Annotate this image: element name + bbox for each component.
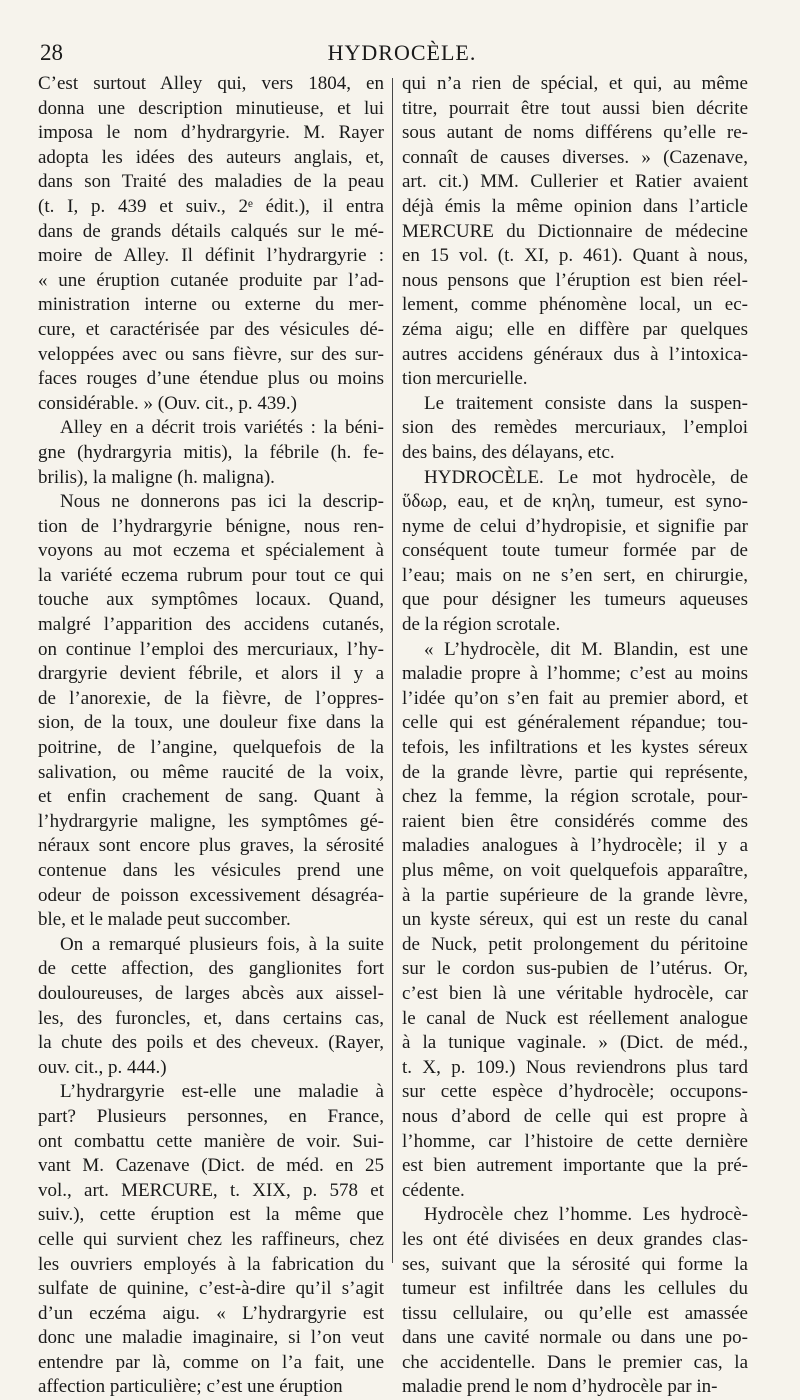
page-header	[40, 40, 764, 70]
text-line: maladie prend le nom d’hydrocèle par in-	[402, 1376, 718, 1398]
text-line: touche aux symptômes locaux. Quand,	[38, 589, 384, 611]
text-line: celle qui survient chez les raffineurs, chez	[38, 1228, 384, 1250]
text-line: brilis), la maligne (h. maligna).	[38, 466, 275, 488]
text-line: les ouvriers employés à la fabrication du	[38, 1253, 384, 1275]
text-line: « une éruption cutanée produite par l’ad-	[38, 269, 384, 291]
text-line: que pour désigner les tumeurs aqueuses	[402, 589, 748, 611]
text-line: qui n’a rien de spécial, et qui, au même	[402, 73, 748, 94]
text-line: donc une maladie imaginaire, si l’on veut	[38, 1327, 384, 1349]
text-line: c’est bien là une véritable hydrocèle, car	[402, 982, 748, 1004]
text-line: est bien autrement importante que la pré-	[402, 1155, 748, 1177]
text-line: t. X, p. 109.) Nous reviendrons plus tard	[402, 1056, 748, 1078]
text-line: cure, et caractérisée par des vésicules dé-	[38, 318, 384, 340]
text-line: le canal de Nuck est réellement analogue	[402, 1007, 748, 1029]
text-line: ministration interne ou externe du mer-	[38, 294, 384, 316]
text-line: considérable. » (Ouv. cit., p. 439.)	[38, 392, 297, 414]
text-line: les ont été divisées en deux grandes clas-	[402, 1228, 748, 1250]
text-line: sous autant de noms différens qu’elle re-	[402, 122, 748, 144]
text-line: de cette affection, des ganglionites fort	[38, 958, 384, 980]
text-line: conséquent toute tumeur formée par de	[402, 540, 748, 562]
text-line: odeur de poisson excessivement désagréa-	[38, 884, 384, 906]
text-line: raient bien être considérés comme des	[402, 810, 748, 832]
text-line: suiv.), cette éruption est la même que	[38, 1204, 384, 1226]
text-line: adopta les idées des auteurs anglais, et,	[38, 146, 384, 168]
text-line: l’idée qu’on s’en fait au premier abord, et	[402, 687, 748, 709]
text-line: moire de Alley. Il définit l’hydrargyrie :	[38, 245, 384, 267]
text-line: connaît de causes diverses. » (Cazenave,	[402, 146, 748, 168]
text-line: L’hydrargyrie est-elle une maladie à	[60, 1081, 384, 1103]
text-line: de la grande lèvre, partie qui représente,	[402, 761, 748, 783]
text-line: sur cette espèce d’hydrocèle; occupons-	[402, 1081, 748, 1103]
text-line: ses, suivant que la sérosité qui forme la	[402, 1253, 748, 1275]
text-line: autres accidens généraux dus à l’intoxica-	[402, 343, 748, 365]
text-line: MERCURE du Dictionnaire de médecine	[402, 220, 748, 242]
text-line: on continue l’emploi des mercuriaux, l’hy-	[38, 638, 384, 660]
text-line: les, des furoncles, et, dans certains cas,	[38, 1007, 384, 1029]
text-line: tion de l’hydrargyrie bénigne, nous ren-	[38, 515, 384, 537]
text-line: donna une description minutieuse, et lui	[38, 97, 384, 119]
text-line: On a remarqué plusieurs fois, à la suite	[60, 933, 384, 955]
text-line: Hydrocèle chez l’homme. Les hydrocè-	[424, 1204, 748, 1226]
running-title: HYDROCÈLE.	[327, 40, 477, 65]
text-line: voyons au mot eczema et spécialement à	[38, 540, 384, 562]
text-line: maladies analogues à l’hydrocèle; il y a	[402, 835, 748, 857]
text-line: ὕδωρ, eau, et de κηλη, tumeur, est syno-	[402, 491, 748, 513]
text-line: sulfate de quinine, c’est-à-dire qu’il s’agit	[38, 1278, 384, 1300]
text-line: nous d’abord de celle qui est propre à	[402, 1105, 748, 1127]
text-line: ouv. cit., p. 444.)	[38, 1056, 167, 1078]
text-line: zéma aigu; elle en diffère par quelques	[402, 318, 748, 340]
text-line: ont combattu cette manière de voir. Sui-	[38, 1130, 384, 1152]
text-line: poitrine, de l’angine, quelquefois de la	[38, 737, 384, 759]
text-line: entendre par là, comme on l’a fait, une	[38, 1351, 384, 1373]
text-line: vant M. Cazenave (Dict. de méd. en 25	[38, 1155, 384, 1177]
text-line: faces rouges d’une étendue plus ou moins	[38, 368, 384, 390]
text-line: dans de grands détails calqués sur le mé-	[38, 220, 384, 242]
text-line: cédente.	[402, 1179, 465, 1201]
text-line: imposa le nom d’hydrargyrie. M. Rayer	[38, 122, 384, 144]
text-line: d’un eczéma aigu. « L’hydrargyrie est	[38, 1302, 384, 1324]
text-line: art. cit.) MM. Cullerier et Ratier avaient	[402, 171, 748, 193]
text-line: titre, pourrait être tout aussi bien décrite	[402, 97, 748, 119]
column-divider	[392, 78, 393, 1263]
text-line: dans son Traité des maladies de la peau	[38, 171, 384, 193]
text-line: drargyrie devient fébrile, et alors il y a	[38, 663, 384, 685]
text-line: celle qui est généralement répandue; tou-	[402, 712, 748, 734]
text-line: malgré l’apparition des accidens cutanés,	[38, 614, 384, 636]
text-line: néraux sont encore plus graves, la sérosité	[38, 835, 384, 857]
text-line: nous pensons que l’éruption est bien réel-	[402, 269, 748, 291]
text-line: ble, et le malade peut succomber.	[38, 909, 291, 931]
text-line: C’est surtout Alley qui, vers 1804, en	[38, 73, 384, 94]
text-line: nyme de celui d’hydropisie, et signifie par	[402, 515, 748, 537]
text-line: chez la femme, la région scrotale, pour-	[402, 786, 748, 808]
text-line: de la région scrotale.	[402, 614, 561, 636]
text-line: Alley en a décrit trois variétés : la béni-	[60, 417, 384, 439]
text-line: l’homme, car l’histoire de cette dernière	[402, 1130, 748, 1152]
text-line: sur le cordon sus-pubien de l’utérus. Or,	[402, 958, 748, 980]
text-line: de Nuck, petit prolongement du péritoine	[402, 933, 748, 955]
text-line: à la tunique vaginale. » (Dict. de méd.,	[402, 1032, 748, 1054]
text-line: tumeur est infiltrée dans les cellules du	[402, 1278, 748, 1300]
text-line: lement, comme phénomène local, un ec-	[402, 294, 748, 316]
page-number: 28	[40, 40, 63, 65]
text-line: et enfin crachement de sang. Quant à	[38, 786, 384, 808]
text-line: contenue dans les vésicules prend une	[38, 860, 384, 881]
text-line: gne (hydrargyria mitis), la fébrile (h. fe-	[38, 441, 384, 463]
text-line: « L’hydrocèle, dit M. Blandin, est une	[424, 638, 748, 660]
text-line: en 15 vol. (t. XI, p. 461). Quant à nous,	[402, 245, 748, 267]
text-line: sion, de la toux, une douleur fixe dans la	[38, 712, 384, 734]
text-line: l’hydrargyrie maligne, les symptômes gé-	[38, 810, 384, 832]
text-line: maladie propre à l’homme; c’est au moins	[402, 663, 748, 685]
text-line: veloppées avec ou sans fièvre, sur des sur-	[38, 343, 384, 365]
text-line: des bains, des délayans, etc.	[402, 441, 615, 463]
text-line: douloureuses, de larges abcès aux aissel-	[38, 982, 384, 1004]
right-column	[402, 72, 748, 1400]
text-line: la chute des poils et des cheveux. (Rayer,	[38, 1032, 384, 1054]
text-line: vol., art. MERCURE, t. XIX, p. 578 et	[38, 1179, 384, 1201]
text-line: plus même, on voit quelquefois apparaître,	[402, 860, 748, 881]
text-line: che accidentelle. Dans le premier cas, la	[402, 1351, 748, 1373]
left-column	[38, 72, 384, 1400]
text-line: l’eau; mais on ne s’en sert, en chirurgie,	[402, 564, 748, 586]
text-line: Nous ne donnerons pas ici la descrip-	[60, 491, 384, 513]
text-line: déjà émis la même opinion dans l’article	[402, 195, 748, 217]
text-line: la variété eczema rubrum pour tout ce qui	[38, 564, 384, 586]
text-line: affection particulière; c’est une éruption	[38, 1376, 343, 1398]
text-line: (t. I, p. 439 et suiv., 2ᵉ édit.), il entra	[38, 195, 384, 217]
text-line: tefois, les infiltrations et les kystes séreux	[402, 737, 748, 759]
text-line: tissu cellulaire, ou qu’elle est amassée	[402, 1302, 748, 1324]
text-line: part? Plusieurs personnes, en France,	[38, 1105, 384, 1127]
text-line: dans une cavité normale ou dans une po-	[402, 1327, 748, 1349]
text-line: HYDROCÈLE. Le mot hydrocèle, de	[424, 466, 748, 488]
text-line: Le traitement consiste dans la suspen-	[424, 392, 748, 414]
text-line: tion mercurielle.	[402, 368, 528, 390]
text-line: salivation, ou même raucité de la voix,	[38, 761, 384, 783]
text-line: à la partie supérieure de la grande lèvre,	[402, 884, 748, 906]
text-line: sion des remèdes mercuriaux, l’emploi	[402, 417, 748, 439]
text-line: de l’anorexie, de la fièvre, de l’oppres-	[38, 687, 384, 709]
text-line: un kyste séreux, qui est un reste du canal	[402, 909, 748, 931]
